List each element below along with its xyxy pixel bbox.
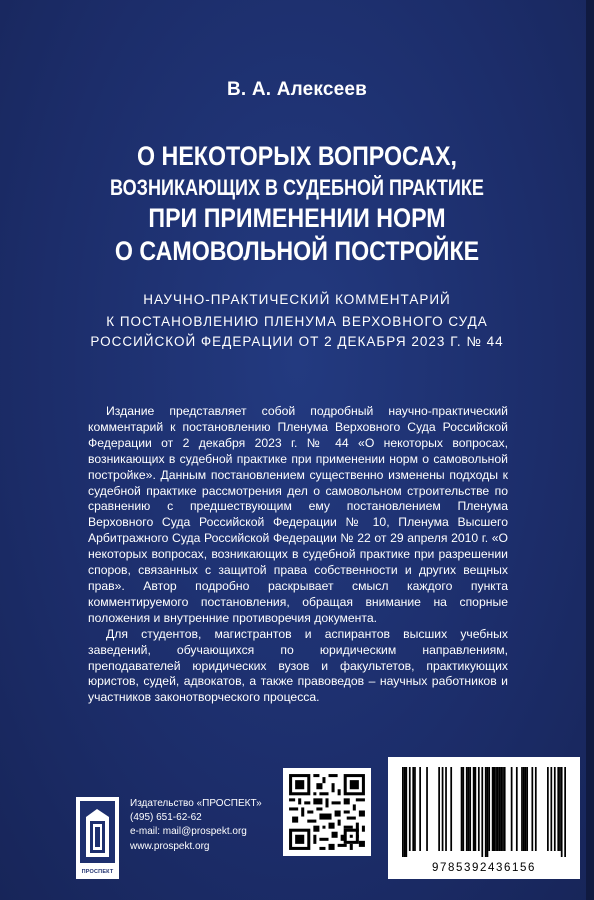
- barcode-bar: [466, 767, 468, 851]
- barcode-bar: [409, 767, 411, 851]
- barcode-bar: [419, 767, 421, 851]
- barcode-bar: [426, 767, 428, 851]
- barcode-bar: [404, 767, 406, 857]
- subtitle-line-2: К ПОСТАНОВЛЕНИЮ ПЛЕНУМА ВЕРХОВНОГО СУДА: [106, 314, 488, 329]
- barcode-bar: [499, 767, 501, 851]
- barcode-bar: [475, 767, 477, 851]
- author-name: В. А. Алексеев: [226, 79, 368, 100]
- barcode-bar: [487, 767, 489, 857]
- publisher-website: www.prospekt.org: [130, 840, 210, 852]
- subtitle-line-3: РОССИЙСКОЙ ФЕДЕРАЦИИ ОТ 2 ДЕКАБРЯ 2023 Г. № 44: [90, 334, 504, 349]
- barcode-bar: [531, 767, 533, 851]
- barcode-bar: [495, 767, 497, 851]
- isbn-barcode: [388, 757, 580, 879]
- publisher-phone: (495) 651-62-62: [130, 812, 202, 824]
- barcode-bar: [497, 767, 499, 851]
- title-line-3: ПРИ ПРИМЕНЕНИИ НОРМ: [148, 203, 446, 233]
- barcode-bar: [485, 767, 487, 857]
- barcode-bar: [473, 767, 475, 851]
- annotation-paragraph: Издание представляет собой подробный научно-практический комментарий к постановлению Пленума Верховного Суда Российской Федерации от 2 декабря 2023 г. № 44 «О некоторых вопросах, возникающих в судебной практике при применении норм о самовольной постройке». Данным постановлением существенно изменены подходы к судебной практике рассмотрения дел о самовольном строительстве по сравнению с предшествующим ему постановлением Пленума Верховного Суда Российской Федерации № 10, Пленума Высшего Арбитражного Суда Российской Федерации № 22 от 29 апреля 2010 г. «О некоторых вопросах, возникающих в судебной практике при разрешении споров, связанных с защитой права собственности и других вещных прав». Автор подробно раскрывает смысл каждого пункта комментируемого постановления, обращая внимание на спорные положения и внутренние противоречия документа.: [88, 404, 508, 625]
- barcode-bar: [500, 767, 502, 851]
- barcode-bar: [526, 767, 528, 851]
- barcode-icon: [402, 767, 566, 857]
- barcode-bar: [523, 767, 525, 851]
- barcode-bar: [561, 767, 563, 857]
- barcode-bar: [478, 767, 480, 851]
- qr-code: [283, 768, 371, 856]
- publisher-logo: [76, 797, 119, 879]
- subtitle-line-1: НАУЧНО-ПРАКТИЧЕСКИЙ КОММЕНТАРИЙ: [143, 292, 451, 307]
- barcode-bar: [468, 767, 470, 851]
- isbn-number: 9785392436156: [432, 862, 536, 874]
- barcode-bar: [557, 767, 559, 851]
- barcode-bar: [559, 767, 561, 851]
- barcode-bar: [547, 767, 549, 851]
- prospekt-logo-icon: [76, 797, 119, 879]
- barcode-bar: [502, 767, 504, 851]
- qr-code-icon: [283, 768, 371, 856]
- barcode-bar: [492, 767, 494, 851]
- barcode-bar: [535, 767, 537, 851]
- barcode-bar: [525, 767, 527, 851]
- publisher-contacts: [130, 797, 262, 854]
- title-line-4: О САМОВОЛЬНОЙ ПОСТРОЙКЕ: [114, 236, 480, 266]
- publisher-email: e-mail: mail@prospekt.org: [130, 826, 247, 838]
- barcode-bar: [564, 767, 566, 857]
- barcode-bar: [481, 767, 483, 857]
- title-line-2: ВОЗНИКАЮЩИХ В СУДЕБНОЙ ПРАКТИКЕ: [110, 175, 484, 200]
- title-line-1: О НЕКОТОРЫХ ВОПРОСАХ,: [137, 141, 457, 171]
- barcode-bar: [402, 767, 404, 857]
- barcode-bar: [445, 767, 447, 851]
- audience-paragraph: Для студентов, магистрантов и аспирантов высших учебных заведений, обучающихся по юридическим направлениям, преподавателей юридических вузов и факультетов, практикующих юристов, судей, адвокатов, а также правоведов – научных работников и участников законотворческого процесса.: [88, 626, 508, 705]
- barcode-bar: [504, 767, 506, 851]
- barcode-bar: [488, 767, 490, 851]
- logo-label: ПРОСПЕКТ: [81, 869, 114, 875]
- annotation-text: [88, 404, 508, 706]
- publisher-name: Издательство «ПРОСПЕКТ»: [130, 798, 262, 809]
- barcode-bar: [516, 767, 518, 851]
- barcode-bar: [493, 767, 495, 851]
- barcode-bar: [511, 767, 513, 851]
- barcode-bar: [521, 767, 523, 851]
- barcode-bar: [554, 767, 556, 851]
- barcode-bar: [405, 767, 407, 857]
- barcode-bar: [462, 767, 464, 851]
- barcode-bar: [450, 767, 452, 851]
- barcode-bar: [461, 767, 463, 851]
- barcode-bar: [469, 767, 471, 851]
- cover-edge: [586, 0, 594, 900]
- barcode-bar: [438, 767, 440, 851]
- barcode-bar: [442, 767, 444, 851]
- barcode-bar: [550, 767, 552, 851]
- barcode-bar: [412, 767, 414, 851]
- barcode-bar: [414, 767, 416, 851]
